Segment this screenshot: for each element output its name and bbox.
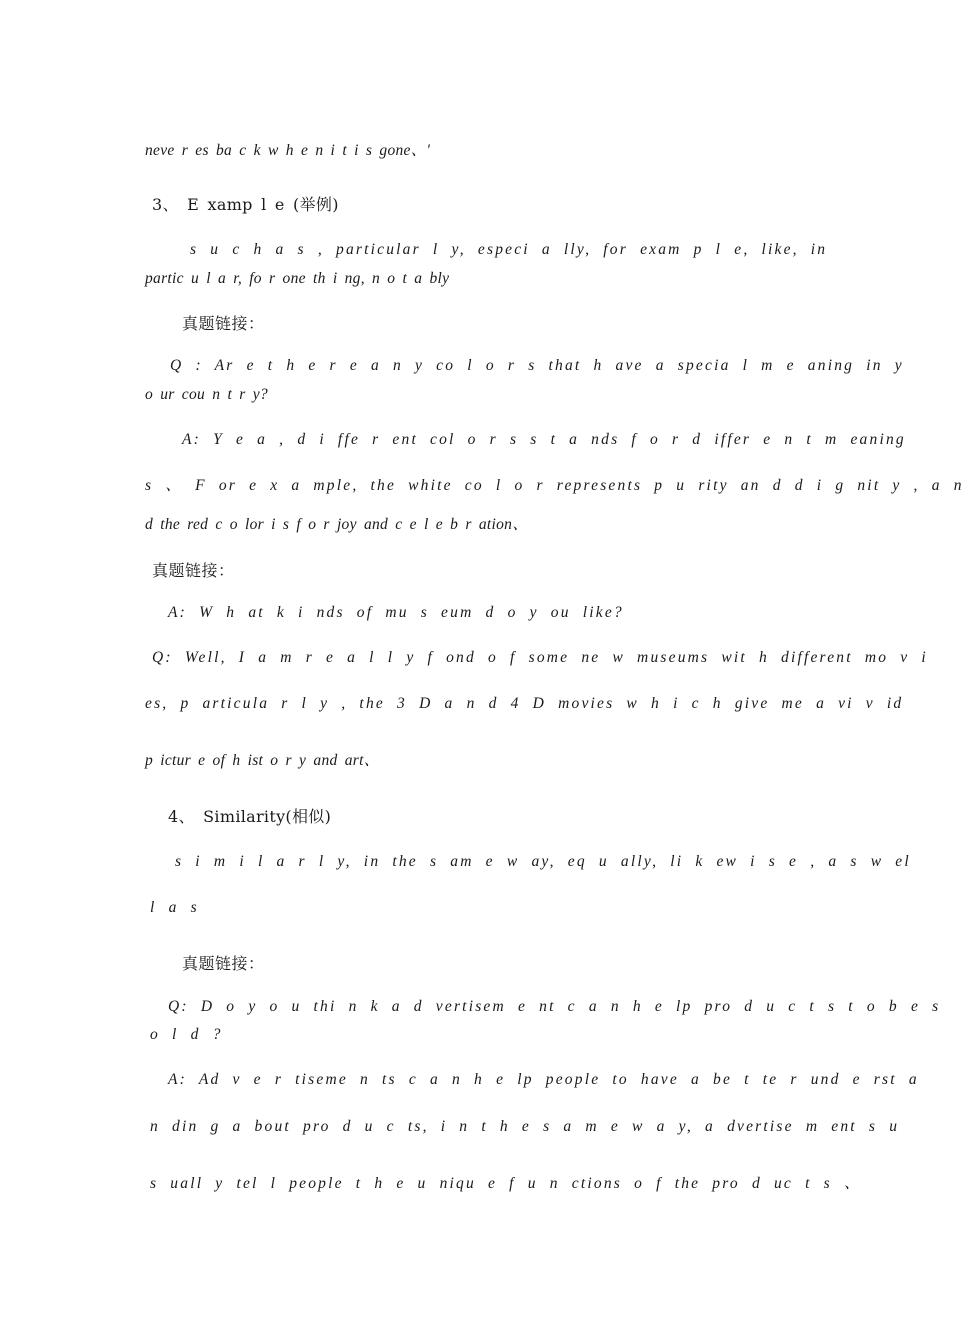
- section-heading-similarity: 4、 Similarity(相似): [168, 807, 332, 826]
- text-line-17: s i m i l a r l y, in the s am e w ay, eq u ally, li k ew i s e , a s w el: [175, 853, 911, 870]
- text-line-1: neve r es ba c k w h e n i t i s gone、': [145, 142, 431, 159]
- text-line-4: partic u l a r, fo r one th i ng, n o t a bly: [145, 270, 450, 287]
- text-line-24: s uall y tel l people t h e u niqu e f u n ctions o f the pro d uc t s 、: [150, 1175, 862, 1192]
- text-line-13: Q: Well, I a m r e a l l y f ond o f some ne w museums wit h different mo v i: [152, 649, 928, 666]
- text-line-10: d the red c o lor i s f o r joy and c e l e b r ation、: [145, 516, 529, 533]
- real-question-link-3: 真题链接：: [182, 954, 265, 973]
- text-line-22: A: Ad v e r tiseme n ts c a n h e lp people to have a be t te r und e rst a: [168, 1071, 919, 1088]
- text-line-18: l a s: [150, 899, 199, 916]
- text-line-9: s 、 F or e x a mple, the white co l o r represents p u rity an d d i g nit y , a n: [145, 477, 964, 494]
- text-line-23: n din g a bout pro d u c ts, i n t h e s a m e w a y, a dvertise m ent s u: [150, 1118, 900, 1135]
- text-line-20: Q: D o y o u thi n k a d vertisem e nt c a n h e lp pro d u c t s t o b e s: [168, 998, 941, 1015]
- text-line-8: A: Y e a , d i ffe r ent col o r s s t a nds f o r d iffer e n t m eaning: [182, 431, 906, 448]
- text-line-3: s u c h a s , particular l y, especi a lly, for exam p l e, like, in: [190, 241, 828, 258]
- real-question-link-2: 真题链接：: [152, 561, 235, 580]
- text-line-7: o ur cou n t r y?: [145, 386, 268, 403]
- real-question-link-1: 真题链接：: [182, 314, 265, 333]
- text-line-12: A: W h at k i nds of mu s eum d o y ou like?: [168, 604, 624, 621]
- text-line-15: p ictur e of h ist o r y and art、: [145, 752, 380, 769]
- text-line-14: es, p articula r l y , the 3 D a n d 4 D movies w h i c h give me a vi v id: [145, 695, 904, 712]
- text-line-6: Q : Ar e t h e r e a n y co l o r s that h ave a specia l m e aning in y: [170, 357, 904, 374]
- text-line-21: o l d ?: [150, 1026, 223, 1043]
- section-heading-example: 3、 E xamp l e (举例): [152, 195, 339, 214]
